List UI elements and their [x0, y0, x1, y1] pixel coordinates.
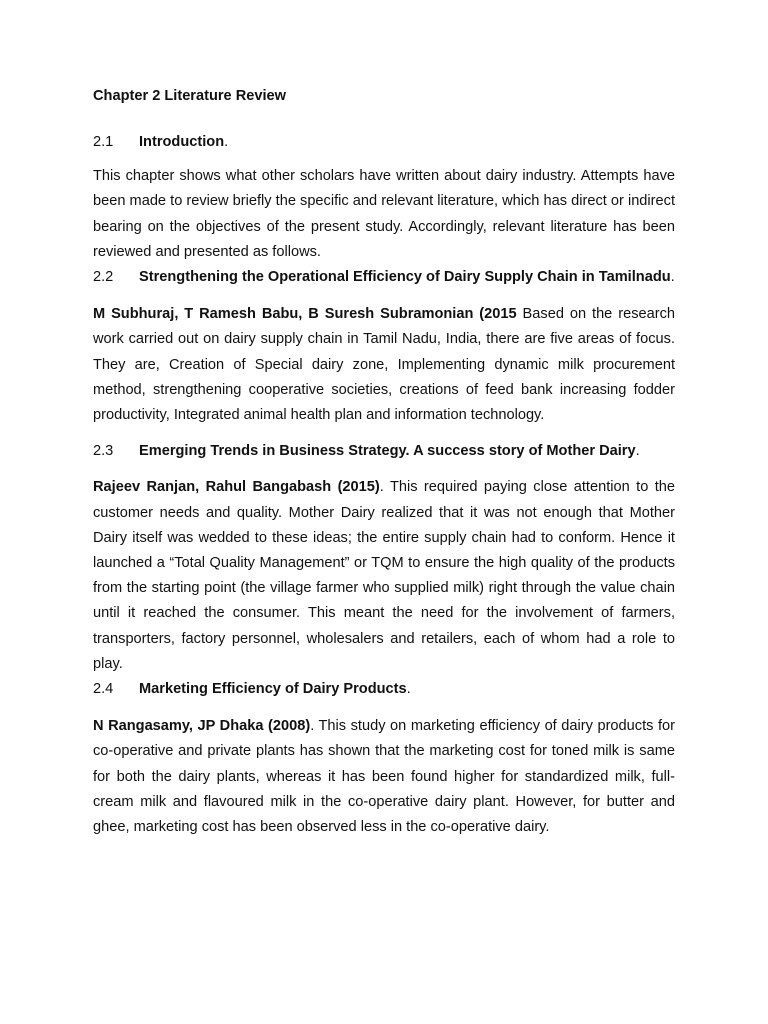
section-number: 2.4 [93, 681, 114, 698]
section-title-wrapper [139, 677, 675, 702]
section-title-period: . [224, 134, 229, 150]
citation-authors: M Subhuraj, T Ramesh Babu, B Suresh Subramonian (2015 [93, 306, 517, 323]
section-title-wrapper [139, 439, 675, 464]
paragraph-text: Based on the research work carried out on dairy supply chain in Tamil Nadu, India, there are five areas of focus. They are, Creation of Special dairy zone, Implementing dynamic milk procurement method, strengthening cooperative societies, creations of feed bank increasing fodder productivity, Integrated animal health plan and information technology. [93, 306, 675, 424]
citation-authors: N Rangasamy, JP Dhaka (2008) [93, 718, 311, 735]
paragraph-text: . This study on marketing efficiency of dairy products for co-operative and private plants has shown that the marketing cost for toned milk is same for both the dairy plants, whereas it has been found higher for standardized milk, full-cream milk and flavoured milk in the co-operative dairy plant. However, for butter and ghee, marketing cost has been observed less in the co-operative dairy. [93, 718, 675, 836]
section-number: 2.3 [93, 443, 114, 460]
section-number: 2.2 [93, 269, 114, 286]
section-2-3-paragraph [93, 475, 675, 677]
section-title: Strengthening the Operational Efficiency of Dairy Supply Chain in Tamilnadu [139, 269, 671, 286]
section-title-wrapper [139, 130, 675, 155]
section-title-period: . [670, 269, 675, 286]
section-title-wrapper [139, 265, 675, 290]
section-2-2-paragraph [93, 302, 675, 428]
chapter-title: Chapter 2 Literature Review [93, 88, 287, 104]
citation-authors: Rajeev Ranjan, Rahul Bangabash (2015) [93, 479, 380, 496]
section-heading-2-2 [93, 265, 675, 290]
section-heading-2-3 [93, 439, 675, 464]
section-title: Marketing Efficiency of Dairy Products [139, 681, 407, 698]
section-2-4-paragraph [93, 714, 675, 840]
document-page [93, 86, 675, 840]
section-number: 2.1 [93, 134, 114, 150]
section-title: Introduction [139, 134, 225, 150]
section-title-period: . [635, 443, 640, 460]
section-heading-intro [93, 130, 675, 155]
section-title-period: . [406, 681, 411, 698]
section-heading-2-4 [93, 677, 675, 702]
intro-paragraph: This chapter shows what other scholars have written about dairy industry. Attempts have been made to review briefly the specific and relevant literature, which has direct or indirect bearing on the objectives of the present study. Accordingly, relevant literature has been reviewed and presented as follows. [93, 168, 675, 260]
paragraph-text: . This required paying close attention to the customer needs and quality. Mother Dairy realized that it was not enough that Mother Dairy itself was wedded to these ideas; the entire supply chain had to conform. Hence it launched a “Total Quality Management” or TQM to ensure the high quality of the products from the starting point (the village farmer who supplied milk) right through the value chain until it reached the consumer. This meant the need for the involvement of farmers, transporters, factory personnel, wholesalers and retailers, each of whom had a role to play. [93, 479, 675, 672]
section-title: Emerging Trends in Business Strategy. A success story of Mother Dairy [139, 443, 636, 460]
